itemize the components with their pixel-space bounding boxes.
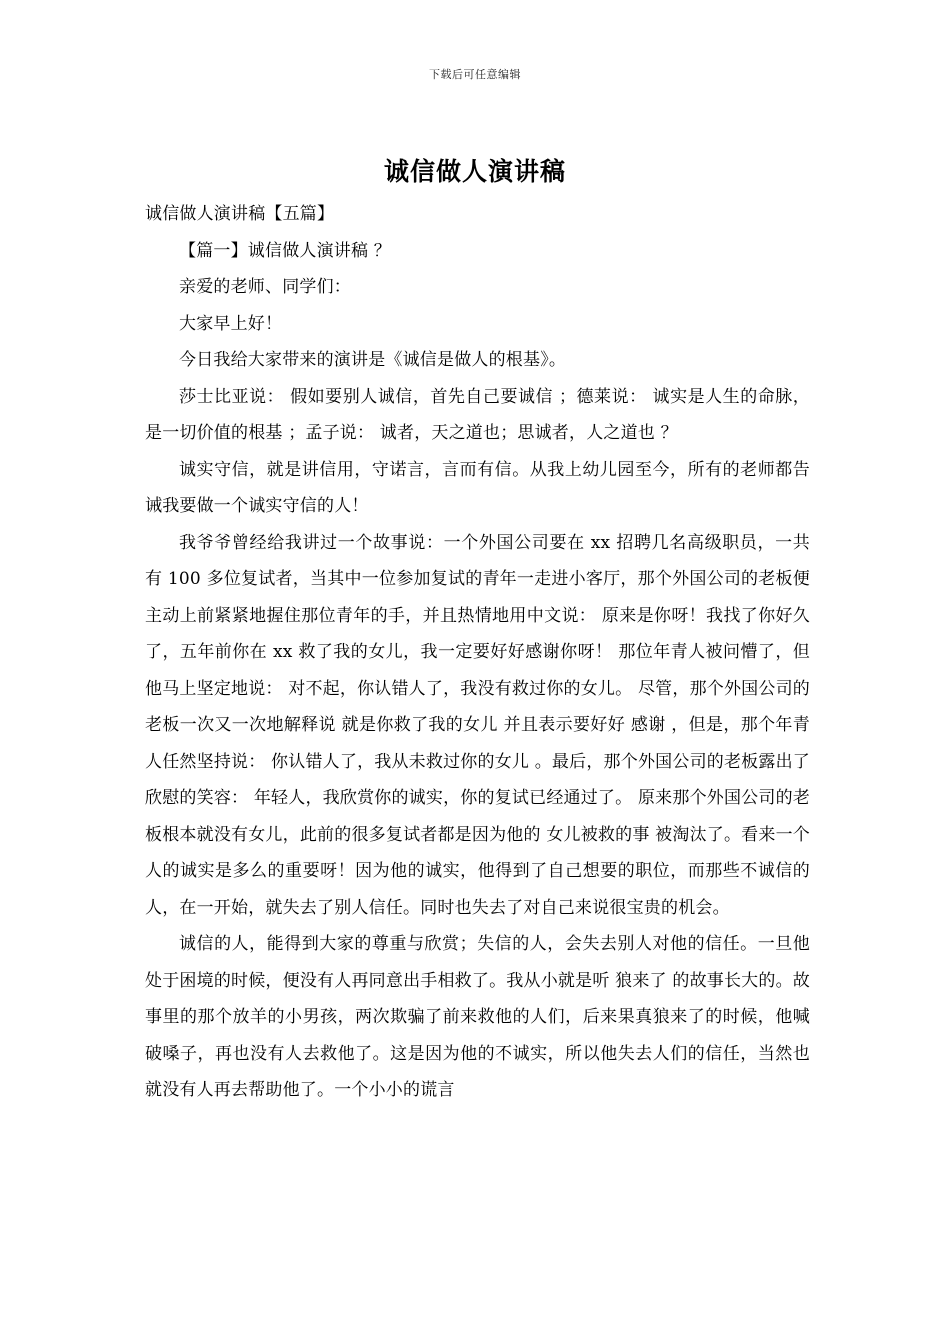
story-paragraph: 我爷爷曾经给我讲过一个故事说：一个外国公司要在 xx 招聘几名高级职员，一共有 100 多位复试者，当其中一位参加复试的青年一走进小客厅，那个外国公司的老板便主动上前紧紧地握住那位青年的手，并且热情地用中文说： 原来是你呀！我找了你好久了，五年前你在 xx 救了我的女儿，我一定要好好感谢你呀！ 那位年青人被问懵了，但他马上坚定地说： 对不起，你认错人了，我没有救过你的女儿。 尽管，那个外国公司的老板一次又一次地解释说 就是你救了我的女儿 并且表示要好好 感谢 ，但是，那个年青人任然坚持说： 你认错人了，我从未救过你的女儿 。最后，那个外国公司的老板露出了欣慰的笑容： 年轻人，我欣赏你的诚实，你的复试已经通过了。 原来那个外国公司的老板根本就没有女儿，此前的很多复试者都是因为他的 女儿被救的事 被淘汰了。看来一个人的诚实是多么的重要呀！因为他的诚实，他得到了自己想要的职位，而那些不诚信的人，在一开始，就失去了别人信任。同时也失去了对自己来说很宝贵的机会。 [145,532,810,918]
greeting-paragraph: 大家早上好！ [179,313,283,334]
body-paragraph: 诚实守信，就是讲信用，守诺言，言而有信。从我上幼儿园至今，所有的老师都告诫我要做一个诚实守信的人！ [145,459,810,516]
salutation-paragraph: 亲爱的老师、同学们： [179,277,351,297]
body-paragraph: 诚信的人，能得到大家的尊重与欣赏；失信的人，会失去别人对他的信任。一旦他处于困境的时候，便没有人再同意出手相救了。我从小就是听 狼来了 的故事长大的。故事里的那个放羊的小男孩，两次欺骗了前来救他的人们，后来果真狼来了的时候，他喊破嗓子，再也没有人去救他了。这是因为他的不诚实，所以他失去人们的信任，当然也就没有人再去帮助他了。一个小小的谎言 [145,934,810,1100]
document-title: 诚信做人演讲稿 [383,157,566,186]
section-heading: 【篇一】诚信做人演讲稿 ？ [179,240,392,261]
intro-paragraph: 今日我给大家带来的演讲是《诚信是做人的根基》。 [179,350,567,370]
quotes-paragraph: 莎士比亚说： 假如要别人诚信，首先自己要诚信 ；德莱说： 诚实是人生的命脉，是一切价值的根基 ；孟子说： 诚者，天之道也；思诚者，人之道也 ？ [145,386,810,443]
header-note: 下载后可任意编辑 [429,68,521,81]
subtitle-paragraph: 诚信做人演讲稿【五篇】 [145,204,335,224]
document-body [145,196,810,1109]
